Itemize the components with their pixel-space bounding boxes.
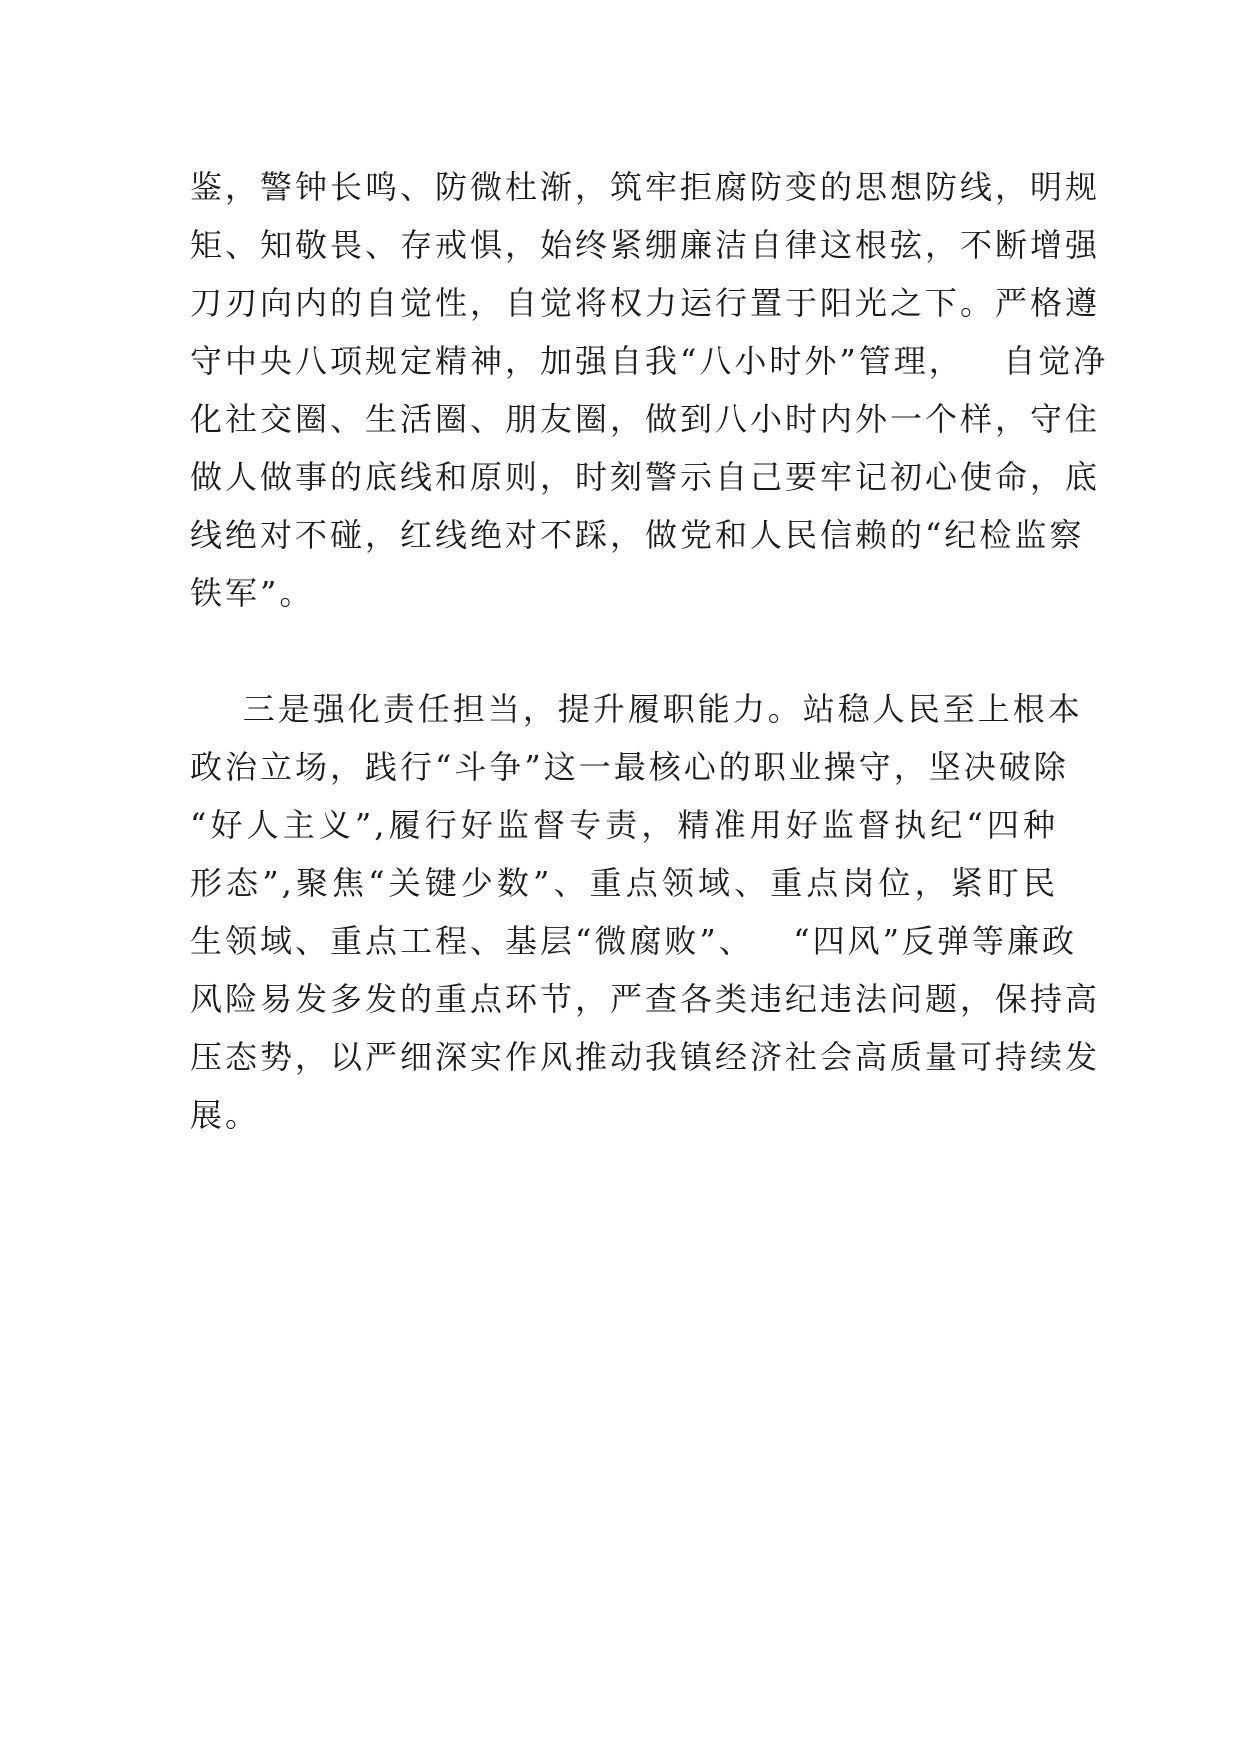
paragraph-discipline [190, 158, 1109, 622]
paragraph-spacing [190, 622, 1058, 680]
paragraph-line: 形态”,聚焦“关键少数”、重点领域、重点岗位，紧盯民 [190, 864, 1058, 902]
paragraph-line: 鉴，警钟长鸣、防微杜渐，筑牢拒腐防变的思想防线，明规 [190, 168, 1101, 206]
paragraph-line: 刀刃向内的自觉性，自觉将权力运行置于阳光之下。严格遵 [190, 284, 1101, 322]
paragraph-line: 展。 [190, 1096, 261, 1134]
paragraph-line: 风险易发多发的重点环节，严查各类违纪违法问题，保持高 [190, 980, 1101, 1018]
paragraph-line: 三是强化责任担当，提升履职能力。站稳人民至上根本 [190, 690, 1083, 728]
paragraph-line: 化社交圈、生活圈、朋友圈，做到八小时内外一个样，守住 [190, 400, 1101, 438]
paragraph-line: 政治立场，践行“斗争”这一最核心的职业操守，坚决破除 [190, 748, 1069, 786]
paragraph-line: 守中央八项规定精神，加强自我“八小时外”管理， 自觉净 [190, 342, 1109, 380]
paragraph-responsibility [190, 680, 1101, 1144]
paragraph-line: 做人做事的底线和原则，时刻警示自己要牢记初心使命，底 [190, 458, 1101, 496]
paragraph-line: 生领域、重点工程、基层“微腐败”、 “四风”反弹等廉政 [190, 922, 1077, 960]
paragraph-line: 线绝对不碰，红线绝对不踩，做党和人民信赖的“纪检监察 [190, 516, 1085, 554]
paragraph-line: 压态势，以严细深实作风推动我镇经济社会高质量可持续发 [190, 1038, 1101, 1076]
paragraph-line: 矩、知敬畏、存戒惧，始终紧绷廉洁自律这根弦，不断增强 [190, 226, 1101, 264]
paragraph-line: 铁军”。 [190, 574, 315, 612]
paragraph-line: “好人主义”,履行好监督专责，精准用好监督执纪“四种 [190, 806, 1058, 844]
document-body [190, 158, 1109, 1144]
